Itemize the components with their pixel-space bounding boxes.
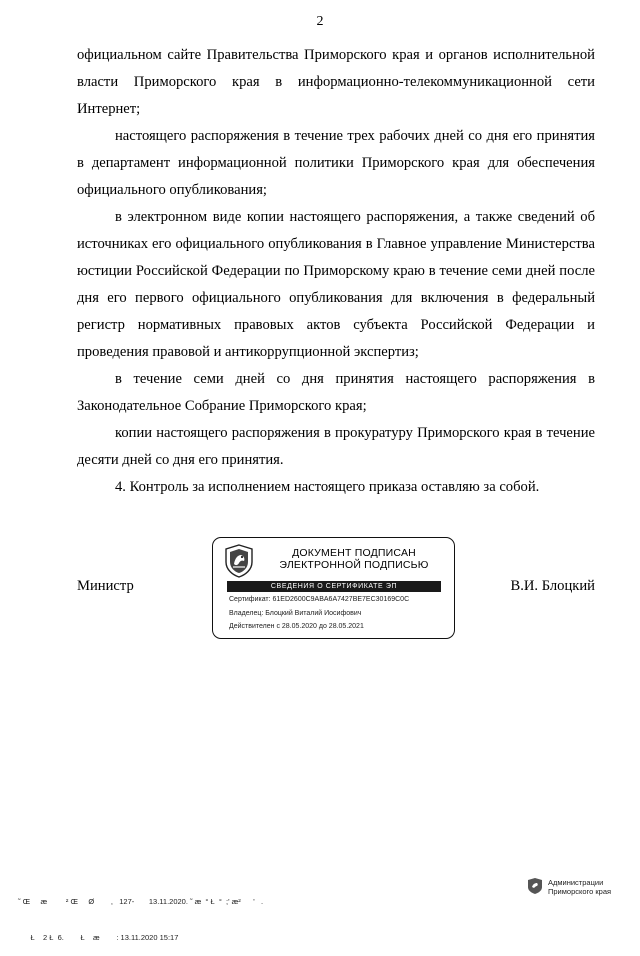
footer-line: ˜ Œ æ ² Œ Ø , 127- 13.11.2020. ˜ æ ° Ł ° ;' æ² ' . [18, 897, 264, 906]
certificate-info-bar: СВЕДЕНИЯ О СЕРТИФИКАТЕ ЭП [227, 581, 441, 592]
stamp-title-line: ЭЛЕКТРОННОЙ ПОДПИСЬЮ [279, 559, 429, 571]
electronic-signature-stamp [212, 537, 455, 639]
footer-organization [548, 878, 611, 896]
paragraph: в течение семи дней со дня принятия настоящего распоряжения в Законодательное Собрание Приморского края; [77, 371, 595, 414]
paragraph: настоящего распоряжения в течение трех рабочих дней со дня его принятия в департамент информационной политики Приморского края для обеспечения официального опубликования; [77, 128, 595, 198]
stamp-title-line: ДОКУМЕНТ ПОДПИСАН [292, 547, 416, 559]
certificate-validity: Действителен с 28.05.2020 до 28.05.2021 [229, 623, 364, 630]
paragraph: в электронном виде копии настоящего распоряжения, а также сведений об источниках его официального опубликования в Главное управление Министерства юстиции Российской Федерации по Приморскому краю в течение семи дней после дня его первого официального опубликования для включения в федеральный регистр нормативных правовых актов субъекта Российской Федерации и проведения правовой и антикоррупционной экспертиз; [77, 209, 595, 360]
paragraph: копии настоящего распоряжения в прокуратуру Приморского края в течение десяти дней со дня его принятия. [77, 425, 595, 468]
signer-position: Министр [77, 578, 134, 594]
signer-name: В.И. Блоцкий [510, 578, 595, 594]
paragraph-control-clause: 4. Контроль за исполнением настоящего приказа оставляю за собой. [115, 479, 540, 495]
stamp-title [259, 547, 449, 571]
document-body [77, 42, 595, 501]
registration-footer [18, 872, 263, 956]
page-number: 2 [316, 14, 324, 29]
footer-org-line: Приморского края [548, 887, 612, 896]
footer-org-line: Администрации [548, 878, 604, 887]
paragraph-continuation: официальном сайте Правительства Приморского края и органов исполнительной власти Приморского края в информационно-телекоммуникационной сети Интернет; [77, 47, 595, 117]
certificate-owner: Владелец: Блоцкий Виталий Иосифович [229, 610, 362, 617]
coat-of-arms-icon [223, 544, 255, 578]
certificate-number: Сертификат: 61ED2600C9ABA6A7427BE7EC30169C0C [229, 596, 410, 603]
administration-emblem-icon [527, 877, 543, 895]
footer-line: Ł 2 Ł 6. Ł æ : 13.11.2020 15:17 [18, 933, 179, 942]
